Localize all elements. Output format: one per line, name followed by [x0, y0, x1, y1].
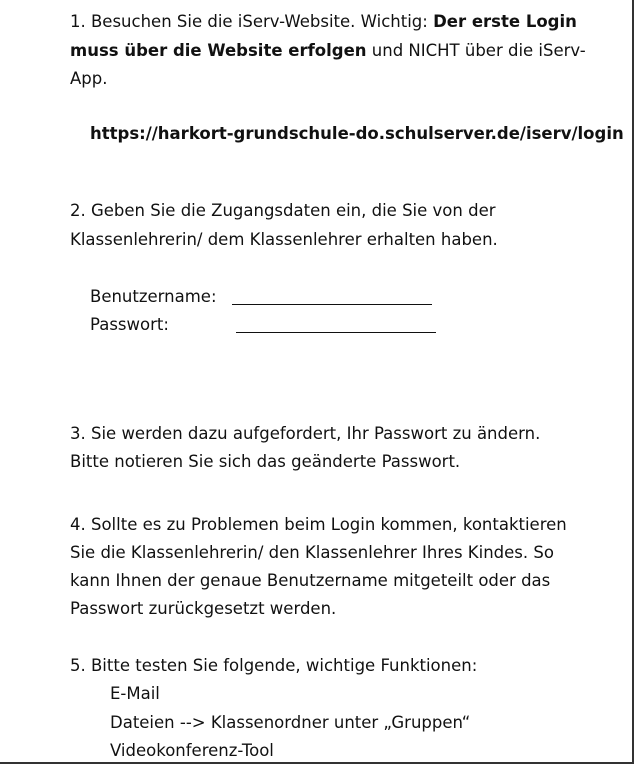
login-url: https://harkort-grundschule-do.schulserver.de/iserv/login: [90, 124, 624, 143]
password-blank-line: [236, 332, 436, 333]
step1-line2-bold: muss über die Website erfolgen: [70, 41, 367, 60]
password-label: Passwort:: [90, 315, 169, 334]
step4-line3: kann Ihnen der genaue Benutzername mitgeteilt oder das: [70, 571, 551, 590]
step3-line1: 3. Sie werden dazu aufgefordert, Ihr Passwort zu ändern.: [70, 424, 541, 443]
function-item-email: E-Mail: [110, 684, 160, 703]
step1-line1-text: 1. Besuchen Sie die iServ-Website. Wichtig:: [70, 12, 434, 31]
function-item-files: Dateien --> Klassenordner unter „Gruppen“: [110, 713, 471, 732]
step1-line2: [70, 41, 586, 60]
step2-line1: 2. Geben Sie die Zugangsdaten ein, die Sie von der: [70, 201, 496, 220]
step1-line2-text: und NICHT über die iServ-: [366, 41, 586, 60]
step1-line1-bold: Der erste Login: [433, 12, 577, 31]
step1-line3: App.: [70, 69, 108, 88]
step1-line1: [70, 12, 577, 31]
step4-line2: Sie die Klassenlehrerin/ den Klassenlehrer Ihres Kindes. So: [70, 543, 554, 562]
step5-intro: 5. Bitte testen Sie folgende, wichtige Funktionen:: [70, 656, 478, 675]
step3-line2: Bitte notieren Sie sich das geänderte Passwort.: [70, 452, 461, 471]
step4-line4: Passwort zurückgesetzt werden.: [70, 599, 337, 618]
username-label: Benutzername:: [90, 287, 217, 306]
function-item-video: Videokonferenz-Tool: [110, 741, 274, 760]
step2-line2: Klassenlehrerin/ dem Klassenlehrer erhalten haben.: [70, 230, 498, 249]
username-blank-line: [232, 304, 432, 305]
step4-line1: 4. Sollte es zu Problemen beim Login kommen, kontaktieren: [70, 515, 567, 534]
